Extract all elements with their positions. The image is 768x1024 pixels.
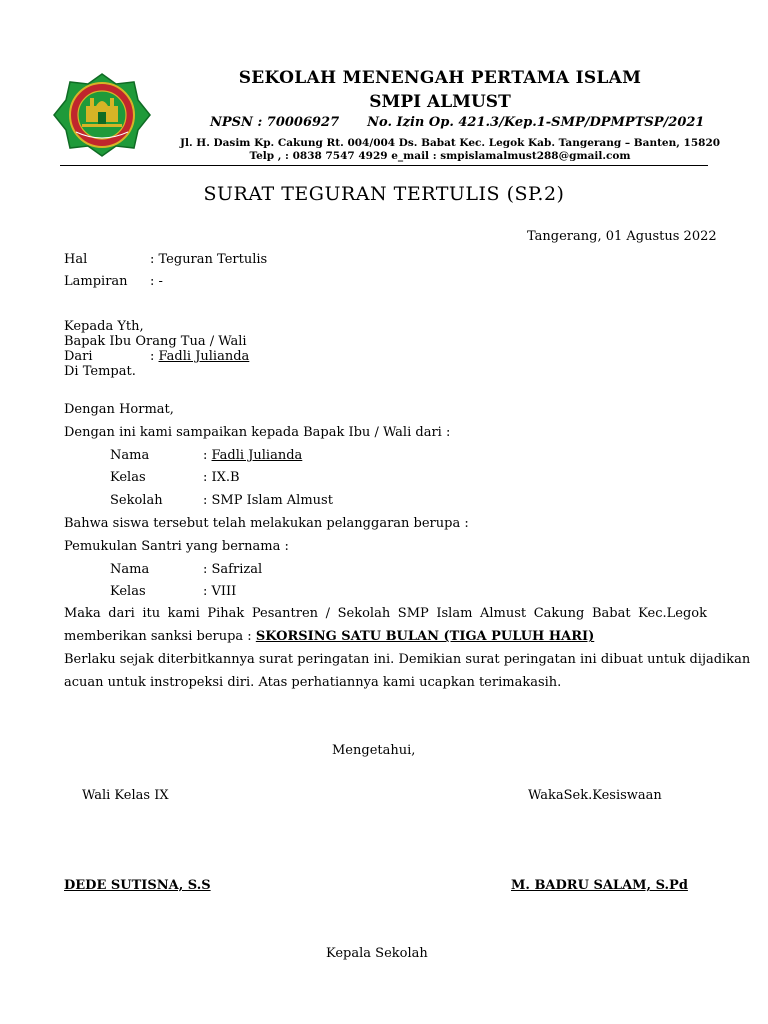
- recipient-dari-colon: :: [150, 349, 155, 364]
- signer-bottom-role: Kepala Sekolah: [326, 946, 428, 961]
- hal-label: Hal: [64, 252, 88, 267]
- signer-right-role: WakaSek.Kesiswaan: [528, 788, 662, 803]
- letterhead-registration: [210, 115, 704, 130]
- student-kelas-label: Kelas: [110, 470, 146, 485]
- student-nama-label: Nama: [110, 448, 150, 463]
- student-sekolah-label: Sekolah: [110, 493, 163, 508]
- sanction-value: SKORSING SATU BULAN (TIGA PULUH HARI): [255, 629, 595, 644]
- recipient-line1: Kepada Yth,: [64, 319, 144, 334]
- victim-nama-value: : Safrizal: [203, 562, 263, 577]
- recipient-line2: Bapak Ibu Orang Tua / Wali: [64, 334, 247, 349]
- letter-title: SURAT TEGURAN TERTULIS (SP.2): [203, 183, 565, 205]
- student-nama-colon: :: [203, 448, 208, 463]
- violation: Pemukulan Santri yang bernama :: [64, 539, 289, 554]
- mengetahui: Mengetahui,: [332, 743, 416, 758]
- student-sekolah-value: : SMP Islam Almust: [203, 493, 333, 508]
- student-nama-value: Fadli Julianda: [211, 448, 303, 463]
- letterhead-contact: Telp , : 0838 7547 4929 e_mail : smpislamalmust288@gmail.com: [249, 150, 631, 162]
- letter-date: Tangerang, 01 Agustus 2022: [527, 229, 717, 244]
- violation-intro: Bahwa siswa tersebut telah melakukan pelanggaran berupa :: [64, 516, 469, 531]
- recipient-dari-label: Dari: [64, 349, 93, 364]
- signer-left-role: Wali Kelas IX: [82, 788, 169, 803]
- victim-nama-label: Nama: [110, 562, 150, 577]
- hal-value: : Teguran Tertulis: [150, 252, 268, 267]
- letterhead-npsn: NPSN : 70006927: [210, 115, 340, 130]
- recipient-line4: Di Tempat.: [64, 364, 136, 379]
- letterhead-address: Jl. H. Dasim Kp. Cakung Rt. 004/004 Ds. Babat Kec. Legok Kab. Tangerang – Banten, 15820: [180, 137, 721, 149]
- closing-line2: acuan untuk instropeksi diri. Atas perhatiannya kami ucapkan terimakasih.: [64, 675, 562, 690]
- recipient-dari-value: Fadli Julianda: [158, 349, 250, 364]
- closing-line1: Berlaku sejak diterbitkannya surat peringatan ini. Demikian surat peringatan ini dibuat untuk dijadikan: [64, 652, 751, 667]
- school-logo: [52, 72, 152, 158]
- sanction-line1: Maka dari itu kami Pihak Pesantren / Sekolah SMP Islam Almust Cakung Babat Kec.Legok: [64, 606, 707, 621]
- letterhead-izin: No. Izin Op. 421.3/Kep.1-SMP/DPMPTSP/2021: [367, 115, 705, 130]
- victim-kelas-value: : VIII: [203, 584, 237, 599]
- letterhead-divider: [60, 165, 708, 166]
- victim-kelas-label: Kelas: [110, 584, 146, 599]
- sanction-prefix: memberikan sanksi berupa :: [64, 629, 256, 644]
- letterhead-school-name: SMPI ALMUST: [369, 92, 511, 112]
- signer-left-name: DEDE SUTISNA, S.S: [64, 878, 211, 893]
- sanction-line2: [64, 629, 594, 644]
- student-kelas-value: : IX.B: [203, 470, 240, 485]
- lampiran-label: Lampiran: [64, 274, 128, 289]
- intro: Dengan ini kami sampaikan kepada Bapak Ibu / Wali dari :: [64, 425, 451, 440]
- greeting: Dengan Hormat,: [64, 402, 174, 417]
- letterhead-school-type: SEKOLAH MENENGAH PERTAMA ISLAM: [238, 68, 642, 88]
- student-nama: [203, 448, 302, 463]
- signer-right-name: M. BADRU SALAM, S.Pd: [511, 878, 688, 893]
- lampiran-value: : -: [150, 274, 163, 289]
- recipient-dari: [150, 349, 249, 364]
